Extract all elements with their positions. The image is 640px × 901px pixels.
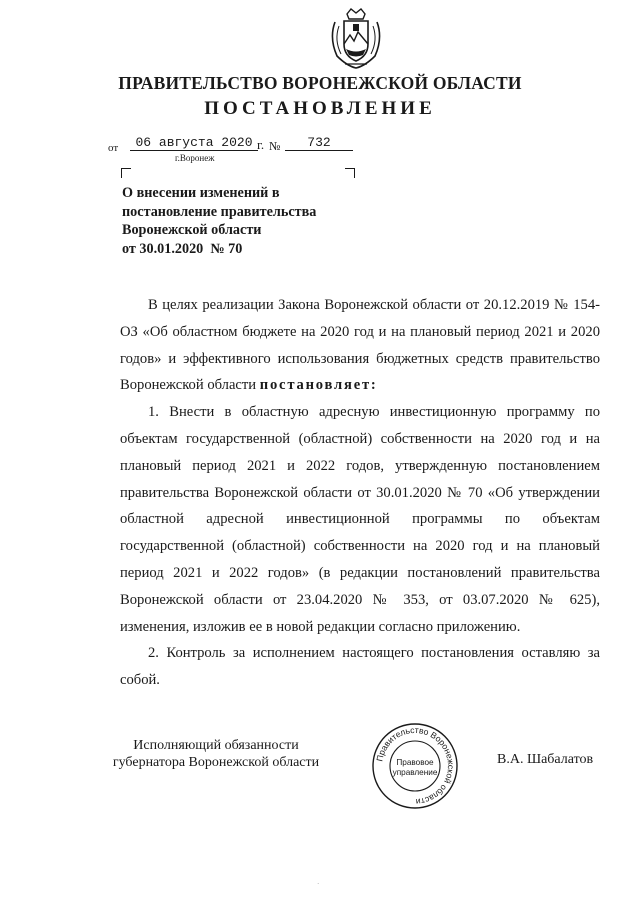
stamp-ring-text: Правительство Воронежской области <box>374 724 457 808</box>
subject-line: Воронежской области <box>122 222 262 238</box>
organization-name: ПРАВИТЕЛЬСТВО ВОРОНЕЖСКОЙ ОБЛАСТИ <box>118 73 522 93</box>
document-place: г.Воронеж <box>175 153 215 163</box>
date-prefix: от <box>108 142 119 154</box>
page-mark: · <box>317 880 320 888</box>
signatory-title-line: губернатора Воронежской области <box>112 755 320 770</box>
item-2-paragraph: 2. Контроль за исполнением настоящего постановления оставляю за собой. <box>120 645 600 689</box>
official-stamp <box>371 722 459 810</box>
subject-line: постановление правительства <box>122 203 317 220</box>
document-type: ПОСТАНОВЛЕНИЕ <box>204 98 436 119</box>
coat-of-arms-icon <box>327 8 385 70</box>
document-number: 732 <box>285 135 353 151</box>
signatory-title-line: Исполняющий обязанности <box>133 738 299 753</box>
stamp-center-line: управление <box>392 768 438 777</box>
number-sign: № <box>269 139 281 153</box>
preamble-paragraph <box>120 292 600 399</box>
item-1-paragraph: 1. Внести в областную адресную инвестиционную программу по объектам государственной (областной) собственности на 2020 год и на плановый период 2021 и 2022 годов, утвержденную постановлением правительства Воронежской области от 30.01.2020 № 70 «Об утверждении областной адресной инвестиционной программы по объектам государственной (областной) собственности на 2020 год и на плановый период 2021 и 2022 годов» (в редакции постановлений правительства Воронежской области от 23.04.2020 № 353, от 03.07.2020 № 625), изменения, изложив ее в новой редакции согласно приложению. <box>120 404 600 635</box>
document-subject <box>122 184 362 258</box>
stamp-center-line: Правовое <box>396 758 434 767</box>
subject-corner-left <box>121 168 131 178</box>
document-date: 06 августа 2020 <box>130 135 258 151</box>
subject-line: от 30.01.2020 № 70 <box>122 240 243 257</box>
subject-corner-right <box>345 168 355 178</box>
document-body <box>120 292 600 694</box>
date-suffix: г. <box>257 137 265 152</box>
preamble-text: В целях реализации Закона Воронежской области от 20.12.2019 № 154-ОЗ «Об областном бюджете на 2020 год и на плановый период 2021 и 2020 годов» и эффективного использования бюджетных средств правительство Воронежской области <box>120 297 600 394</box>
signatory-name: В.А. Шабалатов <box>497 752 594 767</box>
signatory-title <box>96 737 336 771</box>
resolve-word: постановляет: <box>259 377 378 394</box>
subject-line: О внесении изменений в <box>122 185 280 201</box>
